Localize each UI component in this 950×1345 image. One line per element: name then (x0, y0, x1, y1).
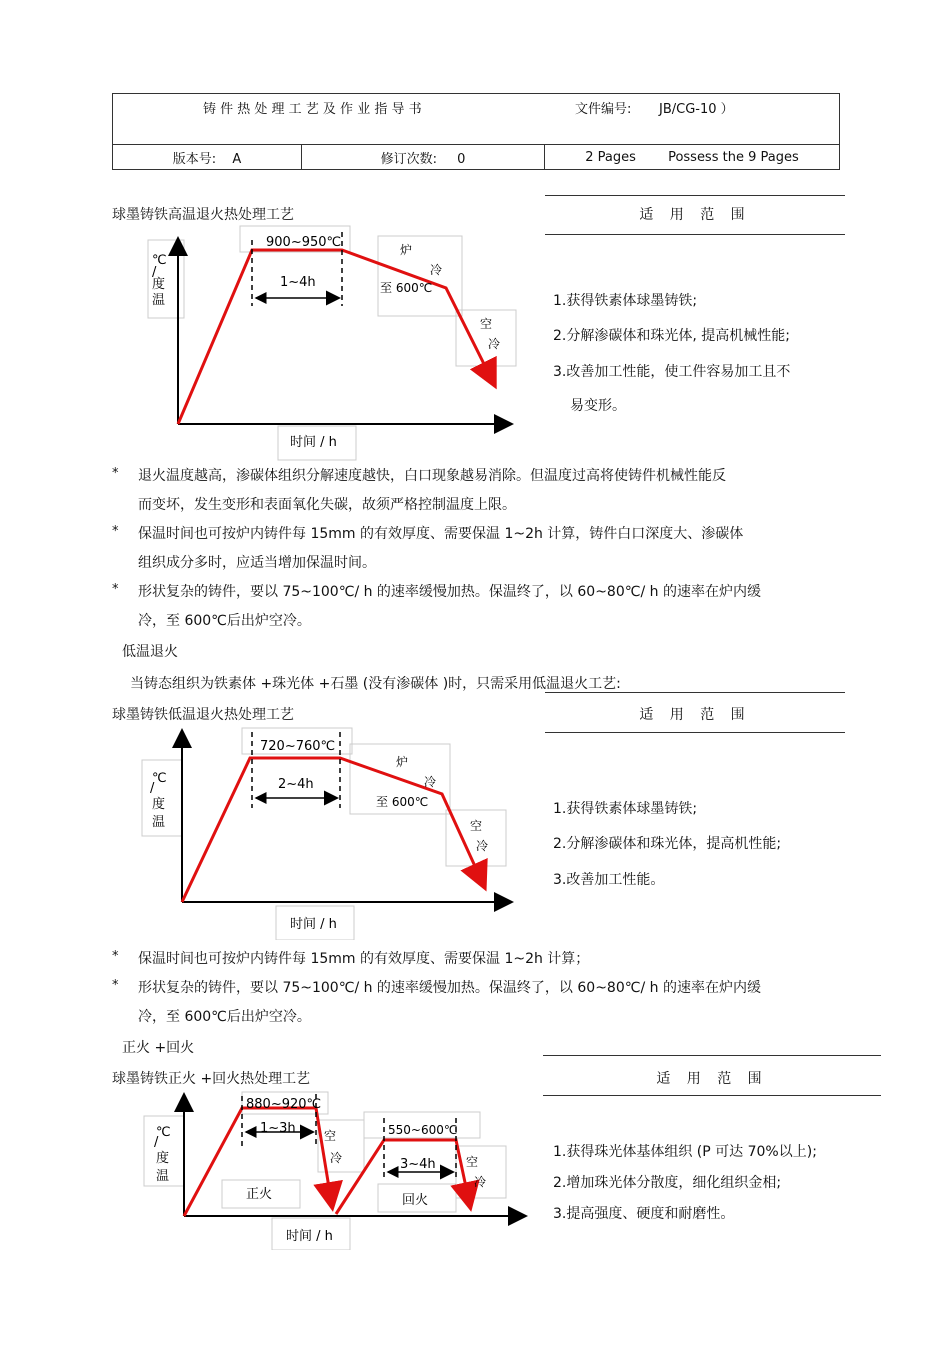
note-line: 形状复杂的铸件，要以 75~100℃/ h 的速率缓慢加热。保温终了，以 60~80℃/ h 的速率在炉内缓 (138, 980, 761, 996)
x-label: 时间 / h (290, 435, 337, 450)
heat-curve (178, 250, 494, 424)
air1-cool-label: 冷 (330, 1151, 343, 1165)
scope3-item: 3.提高强度、硬度和耐磨性。 (553, 1206, 735, 1222)
revision-cell (302, 145, 545, 170)
scope3-item: 1.获得珠光体基体组织 (P 可达 70%以上); (553, 1144, 817, 1160)
header-table (112, 93, 840, 170)
note-bullet: * (112, 466, 119, 481)
version-cell (113, 145, 302, 170)
scope2-item: 2.分解渗碳体和珠光体，提高机性能; (553, 836, 782, 852)
note-line: 保温时间也可按炉内铸件每 15mm 的有效厚度、需要保温 1~2h 计算； (138, 951, 590, 967)
y-unit: ℃ (152, 253, 167, 268)
scope1-rule-bottom (545, 234, 845, 235)
total-pages: Possess the 9 Pages (668, 149, 799, 165)
scope3-rule-top (543, 1055, 881, 1056)
scope2-item: 1.获得铁素体球墨铸铁; (553, 801, 698, 817)
note-line: 冷，至 600℃后出炉空冷。 (138, 1009, 311, 1025)
note-line: 保温时间也可按炉内铸件每 15mm 的有效厚度、需要保温 1~2h 计算，铸件白口深度大、渗碳体 (138, 526, 744, 542)
tempering-label: 回火 (402, 1193, 429, 1208)
y-du: 度 (156, 1151, 170, 1166)
y-slash: / (150, 781, 155, 796)
scope1-rule-top (545, 195, 845, 196)
section2-title: 球墨铸铁低温退火热处理工艺 (112, 707, 294, 723)
scope2-title: 适 用 范 围 (639, 707, 751, 723)
file-no-label: 文件编号: (575, 102, 632, 117)
air-cool-label: 冷 (476, 839, 489, 853)
scope2-rule-bottom (545, 732, 845, 733)
revision: 0 (457, 151, 466, 167)
hold2-label: 3~4h (400, 1157, 436, 1172)
x-label: 时间 / h (290, 917, 337, 932)
hold-label: 2~4h (278, 777, 314, 792)
note-bullet: * (112, 582, 119, 597)
air-label: 空 (470, 819, 483, 833)
note-bullet: * (112, 978, 119, 993)
scope1-item: 易变形。 (570, 398, 626, 414)
furnace-cool-box (378, 236, 462, 316)
normalizing-tempering-diagram (110, 1088, 540, 1250)
low-temp-heading: 低温退火 (122, 644, 178, 660)
file-no: JB/CG-10 ） (659, 102, 734, 117)
air-cool-label: 冷 (488, 337, 501, 351)
air2-cool-label: 冷 (474, 1175, 487, 1189)
scope3-item: 2.增加珠光体分散度，细化组织金相; (553, 1175, 782, 1191)
pages-cell (545, 145, 840, 170)
y-wen: 温 (156, 1169, 170, 1184)
heat-curve (182, 758, 484, 902)
scope1-title: 适 用 范 围 (639, 207, 751, 223)
y-unit: ℃ (156, 1125, 171, 1140)
to-600-label: 至 600℃ (380, 281, 433, 295)
high-temp-annealing-diagram (110, 222, 530, 462)
temp1-label: 880~920℃ (246, 1097, 322, 1112)
air2-label: 空 (466, 1155, 479, 1169)
scope1-item: 1.获得铁素体球墨铸铁; (553, 293, 698, 309)
scope2-rule-top (545, 692, 845, 693)
scope1-item: 2.分解渗碳体和珠光体, 提高机械性能; (553, 328, 790, 344)
scope2-item: 3.改善加工性能。 (553, 872, 665, 888)
air1-label: 空 (324, 1129, 337, 1143)
furnace-label: 炉 (396, 755, 409, 769)
cool-label: 冷 (424, 775, 437, 789)
version: A (232, 151, 242, 167)
cool-label: 冷 (430, 263, 443, 277)
scope3-title: 适 用 范 围 (656, 1071, 768, 1087)
note-line: 退火温度越高，渗碳体组织分解速度越快，白口现象越易消除。但温度过高将使铸件机械性能反 (138, 468, 726, 484)
y-slash: / (152, 265, 157, 280)
note-bullet: * (112, 524, 119, 539)
scope1-item: 3.改善加工性能，使工件容易加工且不 (553, 364, 791, 380)
version-label: 版本号: (172, 151, 217, 167)
pages: 2 Pages (585, 149, 636, 165)
y-wen: 温 (152, 293, 166, 308)
note-bullet: * (112, 949, 119, 964)
hold-label: 1~4h (280, 275, 316, 290)
y-du: 度 (152, 277, 166, 292)
section3-title: 球墨铸铁正火 +回火热处理工艺 (112, 1071, 311, 1087)
y-du: 度 (152, 797, 166, 812)
doc-title: 铸 件 热 处 理 工 艺 及 作 业 指 导 书 (203, 102, 422, 117)
y-slash: / (154, 1135, 159, 1150)
revision-label: 修订次数: (380, 151, 437, 167)
section1-title: 球墨铸铁高温退火热处理工艺 (112, 207, 294, 223)
temp-label: 720~760℃ (260, 739, 336, 754)
y-wen: 温 (152, 815, 166, 830)
air-label: 空 (480, 317, 493, 331)
header-title-cell (113, 94, 840, 145)
note-line: 而变坏，发生变形和表面氧化失碳，故须严格控制温度上限。 (138, 497, 516, 513)
x-label: 时间 / h (286, 1229, 333, 1244)
low-temp-intro: 当铸态组织为铁素体 +珠光体 +石墨 (没有渗碳体 )时，只需采用低温退火工艺: (130, 676, 621, 692)
temp-label: 900~950℃ (266, 235, 342, 250)
normalizing-label: 正火 (246, 1187, 273, 1202)
normalizing-heading: 正火 +回火 (122, 1040, 195, 1056)
hold1-label: 1~3h (260, 1121, 296, 1136)
to-600-label: 至 600℃ (376, 795, 429, 809)
note-line: 冷，至 600℃后出炉空冷。 (138, 613, 311, 629)
furnace-label: 炉 (400, 243, 413, 257)
y-unit: ℃ (152, 771, 167, 786)
temp2-label: 550~600℃ (388, 1123, 458, 1137)
note-line: 组织成分多时，应适当增加保温时间。 (138, 555, 376, 571)
scope3-rule-bottom (543, 1095, 881, 1096)
note-line: 形状复杂的铸件，要以 75~100℃/ h 的速率缓慢加热。保温终了，以 60~80℃/ h 的速率在炉内缓 (138, 584, 761, 600)
low-temp-annealing-diagram (110, 722, 530, 940)
